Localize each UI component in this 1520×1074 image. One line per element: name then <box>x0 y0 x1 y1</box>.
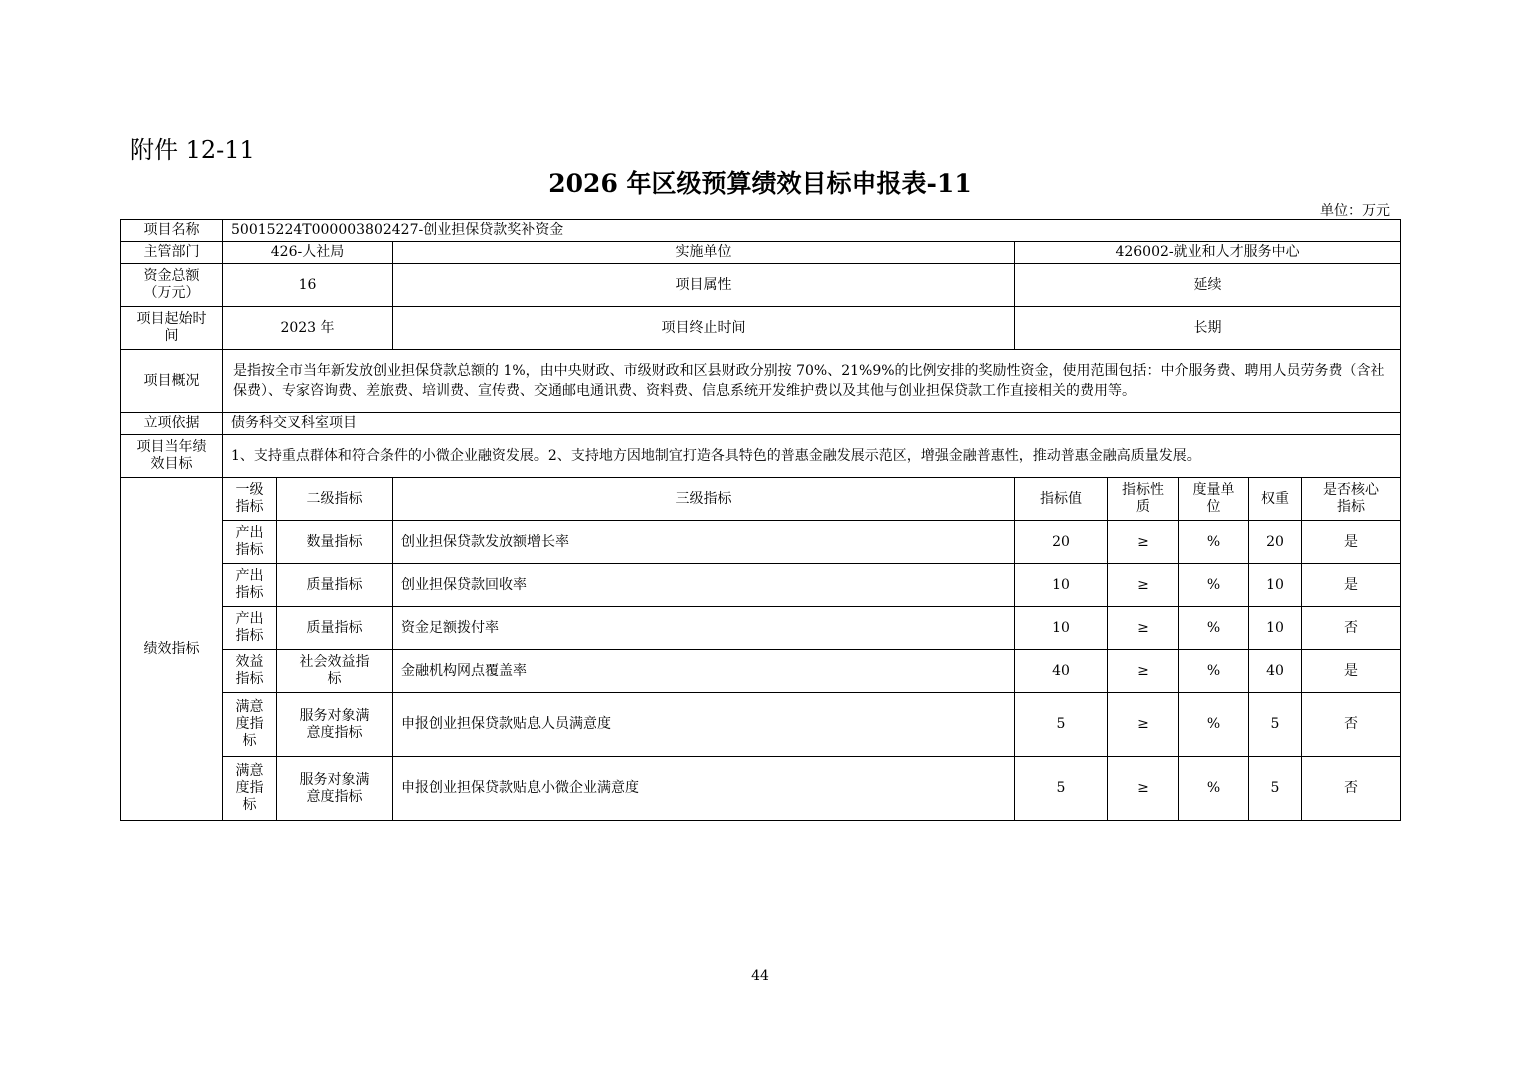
level1-cell <box>223 607 277 650</box>
nature-cell: ≥ <box>1108 607 1179 650</box>
start-value: 2023 年 <box>223 307 393 350</box>
core-cell: 是 <box>1302 650 1401 693</box>
nature-cell: ≥ <box>1108 693 1179 757</box>
value-cell: 20 <box>1015 521 1108 564</box>
level1-cell <box>223 693 277 757</box>
start-label <box>121 307 223 350</box>
level1-line: 指标 <box>235 628 264 644</box>
goal-label-line1: 项目当年绩 <box>136 439 207 455</box>
nature-cell: ≥ <box>1108 757 1179 821</box>
level2-line: 社会效益指 <box>299 654 370 670</box>
unit-cell: % <box>1179 521 1249 564</box>
indicator-row <box>121 757 1401 821</box>
header-nature <box>1108 478 1179 521</box>
level3-cell: 创业担保贷款发放额增长率 <box>393 521 1015 564</box>
attr-label: 项目属性 <box>393 264 1015 307</box>
level2-cell <box>277 693 393 757</box>
amount-label-line2: （万元） <box>143 285 200 301</box>
level1-line: 指标 <box>235 585 264 601</box>
header-level1-line2: 指标 <box>235 499 264 515</box>
value-cell: 5 <box>1015 757 1108 821</box>
level2-line: 意度指标 <box>306 724 363 741</box>
level3-cell: 创业担保贷款回收率 <box>393 564 1015 607</box>
level1-line: 产出 <box>235 611 264 627</box>
core-cell: 是 <box>1302 564 1401 607</box>
start-label-line1: 项目起始时 <box>136 311 207 327</box>
amount-label-line1: 资金总额 <box>143 268 200 284</box>
budget-form-table <box>120 219 1401 821</box>
weight-cell: 5 <box>1249 693 1302 757</box>
indicator-row <box>121 521 1401 564</box>
goal-label <box>121 435 223 478</box>
header-unit <box>1179 478 1249 521</box>
level1-line: 度指 <box>235 716 264 732</box>
weight-cell: 5 <box>1249 757 1302 821</box>
project-name-value: 50015224T000003802427-创业担保贷款奖补资金 <box>223 220 1401 242</box>
overview-value: 是指按全市当年新发放创业担保贷款总额的 1%，由中央财政、市级财政和区县财政分别按 70%、21%9%的比例安排的奖励性资金，使用范围包括：中介服务费、聘用人员劳务费（含社保费）、专家咨询费、差旅费、培训费、宣传费、交通邮电通讯费、资料费、信息系统开发维护费以及其他与创业担保贷款工作直接相关的费用等。 <box>223 350 1401 413</box>
level2-line: 标 <box>327 671 342 687</box>
level3-cell: 申报创业担保贷款贴息人员满意度 <box>393 693 1015 757</box>
level1-line: 产出 <box>235 568 264 584</box>
header-core-line2: 指标 <box>1337 499 1366 515</box>
indicator-row <box>121 650 1401 693</box>
value-cell: 10 <box>1015 607 1108 650</box>
core-cell: 否 <box>1302 607 1401 650</box>
header-value: 指标值 <box>1015 478 1108 521</box>
header-unit-line2: 位 <box>1206 499 1221 515</box>
value-cell: 10 <box>1015 564 1108 607</box>
nature-cell: ≥ <box>1108 521 1179 564</box>
value-cell: 40 <box>1015 650 1108 693</box>
level1-line: 产出 <box>235 525 264 541</box>
start-label-line2: 间 <box>164 328 179 344</box>
unit-cell: % <box>1179 650 1249 693</box>
level1-line: 指标 <box>235 542 264 558</box>
end-label: 项目终止时间 <box>393 307 1015 350</box>
header-level2: 二级指标 <box>277 478 393 521</box>
unit-cell: % <box>1179 564 1249 607</box>
header-nature-line2: 质 <box>1136 499 1150 515</box>
level1-line: 指标 <box>235 671 264 687</box>
unit-cell: % <box>1179 607 1249 650</box>
level2-line: 质量指标 <box>306 576 363 593</box>
impl-label: 实施单位 <box>393 242 1015 264</box>
attr-value: 延续 <box>1015 264 1401 307</box>
level3-cell: 资金足额拨付率 <box>393 607 1015 650</box>
level2-line: 质量指标 <box>306 619 363 636</box>
page-title: 2026 年区级预算绩效目标申报表-11 <box>548 169 972 198</box>
level2-line: 服务对象满 <box>299 707 370 724</box>
attachment-label: 附件 12-11 <box>130 136 255 164</box>
indicator-row <box>121 564 1401 607</box>
header-level1 <box>223 478 277 521</box>
basis-value: 债务科交叉科室项目 <box>223 413 1401 435</box>
level3-cell: 申报创业担保贷款贴息小微企业满意度 <box>393 757 1015 821</box>
page-number: 44 <box>751 968 769 984</box>
weight-cell: 10 <box>1249 564 1302 607</box>
amount-value: 16 <box>223 264 393 307</box>
core-cell: 否 <box>1302 693 1401 757</box>
header-level3: 三级指标 <box>393 478 1015 521</box>
level1-line: 标 <box>242 797 257 813</box>
end-value: 长期 <box>1015 307 1401 350</box>
core-cell: 是 <box>1302 521 1401 564</box>
level1-line: 满意 <box>235 699 264 715</box>
project-name-label: 项目名称 <box>121 220 223 242</box>
level1-line: 标 <box>242 733 257 749</box>
level1-line: 度指 <box>235 780 264 796</box>
unit-cell: % <box>1179 757 1249 821</box>
level1-cell <box>223 650 277 693</box>
impl-value: 426002-就业和人才服务中心 <box>1015 242 1401 264</box>
header-weight: 权重 <box>1249 478 1302 521</box>
level2-cell <box>277 607 393 650</box>
amount-label <box>121 264 223 307</box>
overview-label: 项目概况 <box>121 350 223 413</box>
level2-line: 服务对象满 <box>299 771 370 788</box>
header-level1-line1: 一级 <box>235 482 264 498</box>
level1-cell <box>223 521 277 564</box>
weight-cell: 40 <box>1249 650 1302 693</box>
value-cell: 5 <box>1015 693 1108 757</box>
level1-cell <box>223 564 277 607</box>
header-unit-line1: 度量单 <box>1192 482 1235 498</box>
nature-cell: ≥ <box>1108 564 1179 607</box>
header-core <box>1302 478 1401 521</box>
level2-cell <box>277 757 393 821</box>
level2-line: 意度指标 <box>306 788 363 805</box>
level2-cell <box>277 564 393 607</box>
weight-cell: 20 <box>1249 521 1302 564</box>
level1-line: 效益 <box>235 654 264 670</box>
header-core-line1: 是否核心 <box>1323 482 1380 498</box>
indicator-section-label: 绩效指标 <box>121 478 223 821</box>
unit-cell: % <box>1179 693 1249 757</box>
level3-cell: 金融机构网点覆盖率 <box>393 650 1015 693</box>
nature-cell: ≥ <box>1108 650 1179 693</box>
level1-line: 满意 <box>235 763 264 779</box>
unit-label: 单位：万元 <box>1320 203 1390 219</box>
indicator-row <box>121 607 1401 650</box>
header-nature-line1: 指标性 <box>1122 482 1164 498</box>
core-cell: 否 <box>1302 757 1401 821</box>
level2-line: 数量指标 <box>306 533 363 550</box>
dept-value: 426-人社局 <box>223 242 393 264</box>
dept-label: 主管部门 <box>121 242 223 264</box>
basis-label: 立项依据 <box>121 413 223 435</box>
weight-cell: 10 <box>1249 607 1302 650</box>
goal-value: 1、支持重点群体和符合条件的小微企业融资发展。2、支持地方因地制宜打造各具特色的普惠金融发展示范区，增强金融普惠性，推动普惠金融高质量发展。 <box>223 435 1401 478</box>
level2-cell <box>277 521 393 564</box>
indicator-row <box>121 693 1401 757</box>
level1-cell <box>223 757 277 821</box>
level2-cell <box>277 650 393 693</box>
goal-label-line2: 效目标 <box>150 456 193 472</box>
